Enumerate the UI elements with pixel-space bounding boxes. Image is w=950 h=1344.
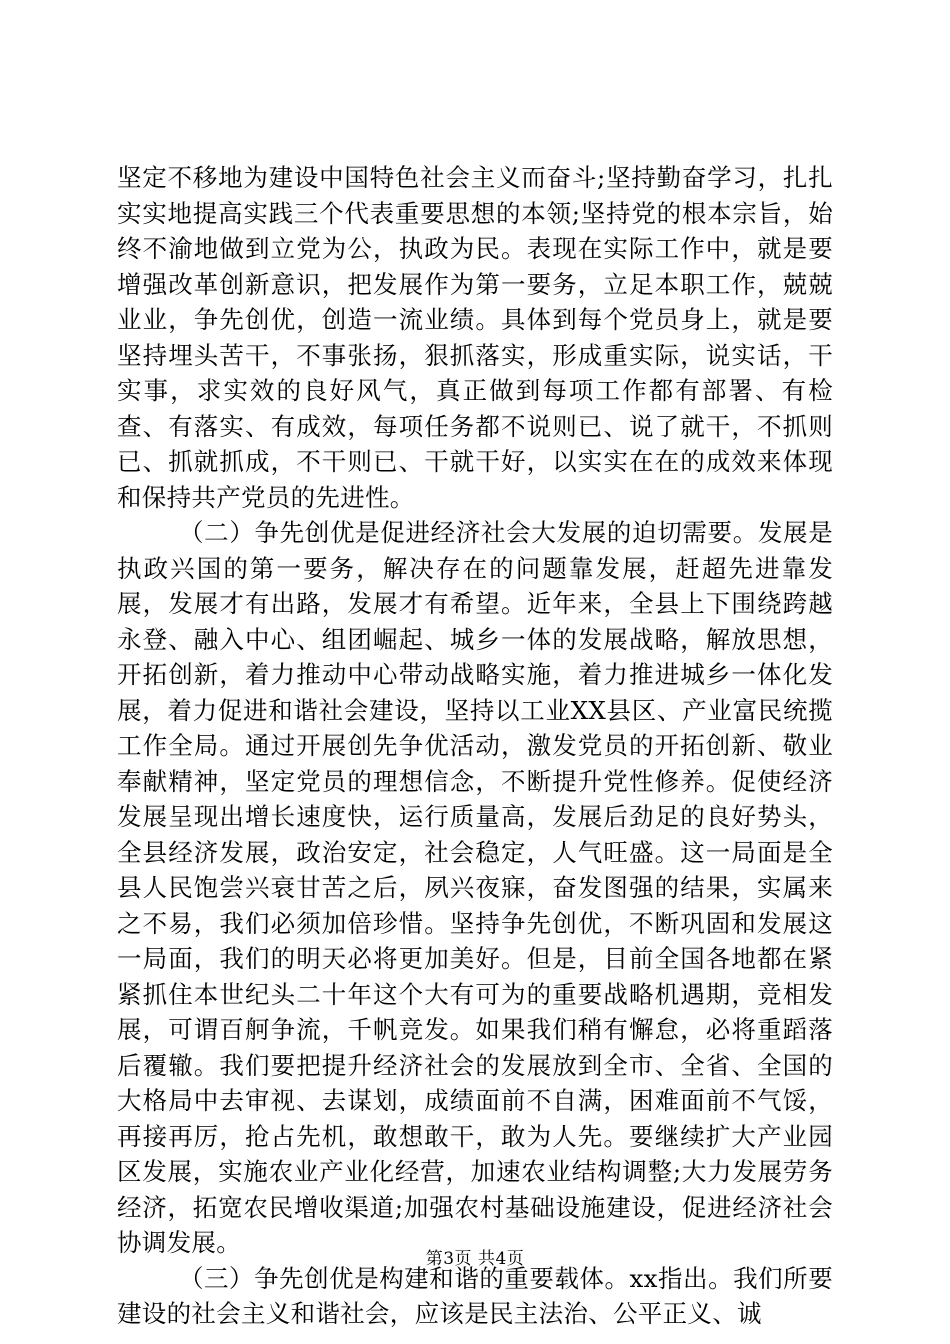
paragraph-continuation: 坚定不移地为建设中国特色社会主义而奋斗;坚持勤奋学习，扎扎实实地提高实践三个代表重要思想的本领;坚持党的根本宗旨，始终不渝地做到立党为公，执政为民。表现在实际工作中，就是要增强改革创新意识，把发展作为第一要务，立足本职工作，兢兢业业，争先创优，创造一流业绩。具体到每个党员身上，就是要坚持埋头苦干，不事张扬，狠抓落实，形成重实际，说实话，干实事，求实效的良好风气，真正做到每项工作都有部署、有检查、有落实、有成效，每项任务都不说则已、说了就干，不抓则已、抓就抓成，不干则已、干就干好，以实实在在的成效来体现和保持共产党员的先进性。 bbox=[117, 163, 833, 512]
paragraph-section-three: （三）争先创优是构建和谐的重要载体。xx指出。我们所要建设的社会主义和谐社会，应该是民主法治、公平正义、诚 bbox=[117, 1263, 833, 1328]
paragraph-section-two: （二）争先创优是促进经济社会大发展的迫切需要。发展是执政兴国的第一要务，解决存在的问题靠发展，赶超先进靠发展，发展才有出路，发展才有希望。近年来，全县上下围绕跨越永登、融入中心、组团崛起、城乡一体的发展战略，解放思想，开拓创新，着力推动中心带动战略实施，着力推进城乡一体化发展，着力促进和谐社会建设，坚持以工业XX县区、产业富民统揽工作全局。通过开展创先争优活动，激发党员的开拓创新、敬业奉献精神，坚定党员的理想信念，不断提升党性修养。促使经济发展呈现出增长速度快，运行质量高，发展后劲足的良好势头，全县经济发展，政治安定，社会稳定，人气旺盛。这一局面是全县人民饱尝兴衰甘苦之后，夙兴夜寐，奋发图强的结果，实属来之不易，我们必须加倍珍惜。坚持争先创优，不断巩固和发展这一局面，我们的明天必将更加美好。但是，目前全国各地都在紧紧抓住本世纪头二十年这个大有可为的重要战略机遇期，竞相发展，可谓百舸争流，千帆竞发。如果我们稍有懈怠，必将重蹈落后覆辙。我们要把提升经济社会的发展放到全市、全省、全国的大格局中去审视、去谋划，成绩面前不自满，困难面前不气馁，再接再厉，抢占先机，敢想敢干，敢为人先。要继续扩大产业园区发展，实施农业产业化经营，加速农业结构调整;大力发展劳务经济，拓宽农民增收渠道;加强农村基础设施建设，促进经济社会协调发展。 bbox=[117, 518, 833, 1257]
document-body bbox=[117, 160, 833, 1332]
page-number-footer: 第3页 共4页 bbox=[425, 1249, 525, 1269]
